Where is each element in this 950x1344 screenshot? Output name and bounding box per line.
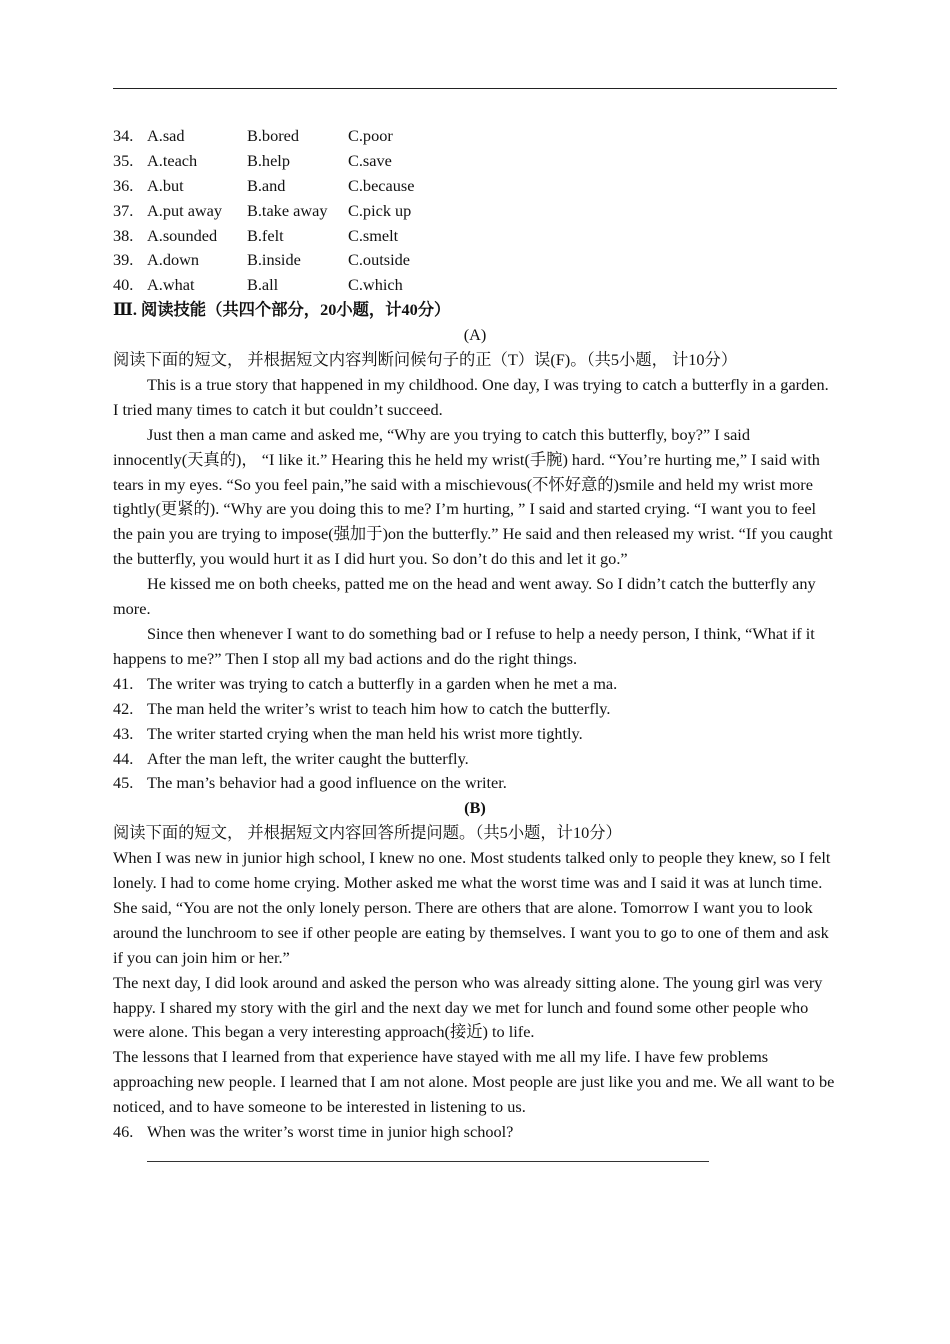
question-item	[113, 1120, 837, 1145]
option-a: A.sad	[147, 126, 185, 145]
option-b: B.help	[247, 150, 290, 170]
part-b-label: (B)	[464, 798, 486, 818]
question-text: After the man left, the writer caught the butterfly.	[147, 748, 469, 768]
option-c: C.smelt	[348, 225, 399, 245]
question-number: 41.	[113, 673, 134, 693]
option-c: C.because	[348, 175, 415, 195]
question-item	[113, 697, 837, 722]
question-text: The writer started crying when the man held his wrist more tightly.	[147, 723, 583, 743]
passage-paragraph: The next day, I did look around and asked the person who was already sitting alone. The young girl was very happy. I shared my story with the girl and the next day we met for lunch and found some other people who were alone. This began a very interesting approach(接近) to life.	[113, 972, 823, 1042]
part-a-instruction: 阅读下面的短文， 并根据短文内容判断问候句子的正（T）误(F)。（共5小题， 计10分）	[113, 350, 738, 370]
option-b: B.take away	[247, 200, 328, 220]
question-number: 38.	[113, 225, 134, 245]
passage-paragraph: When I was new in junior high school, I knew no one. Most students talked only to people they knew, so I felt lonely. I had to come home crying. Mother asked me what the worst time was and I said it was at lunch time.	[113, 848, 831, 892]
option-c: C.outside	[348, 250, 410, 270]
question-item	[113, 747, 837, 772]
header-rule	[113, 88, 837, 89]
option-row	[113, 248, 837, 273]
option-a: A.sounded	[147, 225, 218, 245]
option-c: C.save	[348, 150, 392, 170]
option-a: A.what	[147, 275, 195, 295]
document-page	[113, 124, 837, 1162]
passage-paragraph: Just then a man came and asked me, “Why are you trying to catch this butterfly, boy?” I said innocently(天真的)， “I like it.” Hearing this he held my wrist(手腕) hard. “You’re hurting me,” I said with tears in my eyes. “So you feel pain,”he said with a mischievous(不怀好意的)smile and held my wrist more tightly(更紧的). “Why are you doing this to me? I’m hurting, ” I said and started crying. “I want you to feel the pain you are trying to impose(强加于)on the butterfly.” He said and then released my wrist. “If you caught the butterfly, you would hurt it as I did hurt you. So don’t do this and let it go.”	[113, 424, 833, 569]
passage-paragraph: This is a true story that happened in my childhood. One day, I was trying to catch a butterfly in a garden. I tried many times to catch it but couldn’t succeed.	[113, 374, 829, 419]
option-a: A.down	[147, 250, 200, 270]
question-number: 35.	[113, 150, 134, 170]
question-item	[113, 722, 837, 747]
option-c: C.poor	[348, 126, 393, 145]
options-list	[113, 124, 837, 298]
question-item	[113, 672, 837, 697]
question-number: 34.	[113, 126, 134, 145]
option-b: B.all	[247, 275, 279, 295]
question-number: 45.	[113, 773, 134, 793]
option-row	[113, 199, 837, 224]
passage-paragraph: Since then whenever I want to do something bad or I refuse to help a needy person, I think, “What if it happens to me?” Then I stop all my bad actions and do the right things.	[113, 624, 815, 668]
part-b-instruction: 阅读下面的短文， 并根据短文内容回答所提问题。（共5小题，计10分）	[113, 823, 622, 843]
question-text: The man held the writer’s wrist to teach him how to catch the butterfly.	[147, 698, 611, 718]
option-row	[113, 149, 837, 174]
option-b: B.inside	[247, 250, 301, 270]
option-a: A.but	[147, 175, 184, 195]
option-b: B.bored	[247, 126, 299, 145]
option-a: A.teach	[147, 150, 198, 170]
part-a-label: (A)	[463, 325, 487, 345]
option-row	[113, 224, 837, 249]
option-b: B.and	[247, 175, 286, 195]
question-number: 37.	[113, 200, 134, 220]
question-number: 43.	[113, 723, 134, 743]
question-number: 40.	[113, 275, 134, 295]
question-number: 44.	[113, 748, 134, 768]
section-heading: Ⅲ. 阅读技能（共四个部分，20小题，计40分）	[113, 300, 451, 320]
option-b: B.felt	[247, 225, 284, 245]
question-number: 42.	[113, 698, 134, 718]
question-text: When was the writer’s worst time in junior high school?	[147, 1122, 514, 1142]
option-row	[113, 124, 837, 149]
answer-line[interactable]	[147, 1147, 709, 1162]
question-number: 46.	[113, 1122, 134, 1142]
part-a-questions	[113, 672, 837, 796]
passage-paragraph: The lessons that I learned from that experience have stayed with me all my life. I have few problems approaching new people. I learned that I am not alone. Most people are just like you and me. We all want to be noticed, and to have someone to be interested in listening to us.	[113, 1047, 835, 1117]
option-c: C.pick up	[348, 200, 412, 220]
passage-paragraph: He kissed me on both cheeks, patted me on the head and went away. So I didn’t catch the butterfly any more.	[113, 574, 816, 619]
option-row	[113, 174, 837, 199]
question-text: The writer was trying to catch a butterfly in a garden when he met a ma.	[147, 673, 618, 693]
option-c: C.which	[348, 275, 403, 295]
option-a: A.put away	[147, 200, 223, 220]
option-row	[113, 273, 837, 298]
question-number: 39.	[113, 250, 134, 270]
question-item	[113, 771, 837, 796]
question-text: The man’s behavior had a good influence on the writer.	[147, 773, 507, 793]
question-number: 36.	[113, 175, 134, 195]
passage-paragraph: She said, “You are not the only lonely person. There are others that are alone. Tomorrow I want you to look around the lunchroom to see if other people are eating by themselves. I want you to go to one of them and ask if you can join him or her.”	[113, 897, 829, 967]
